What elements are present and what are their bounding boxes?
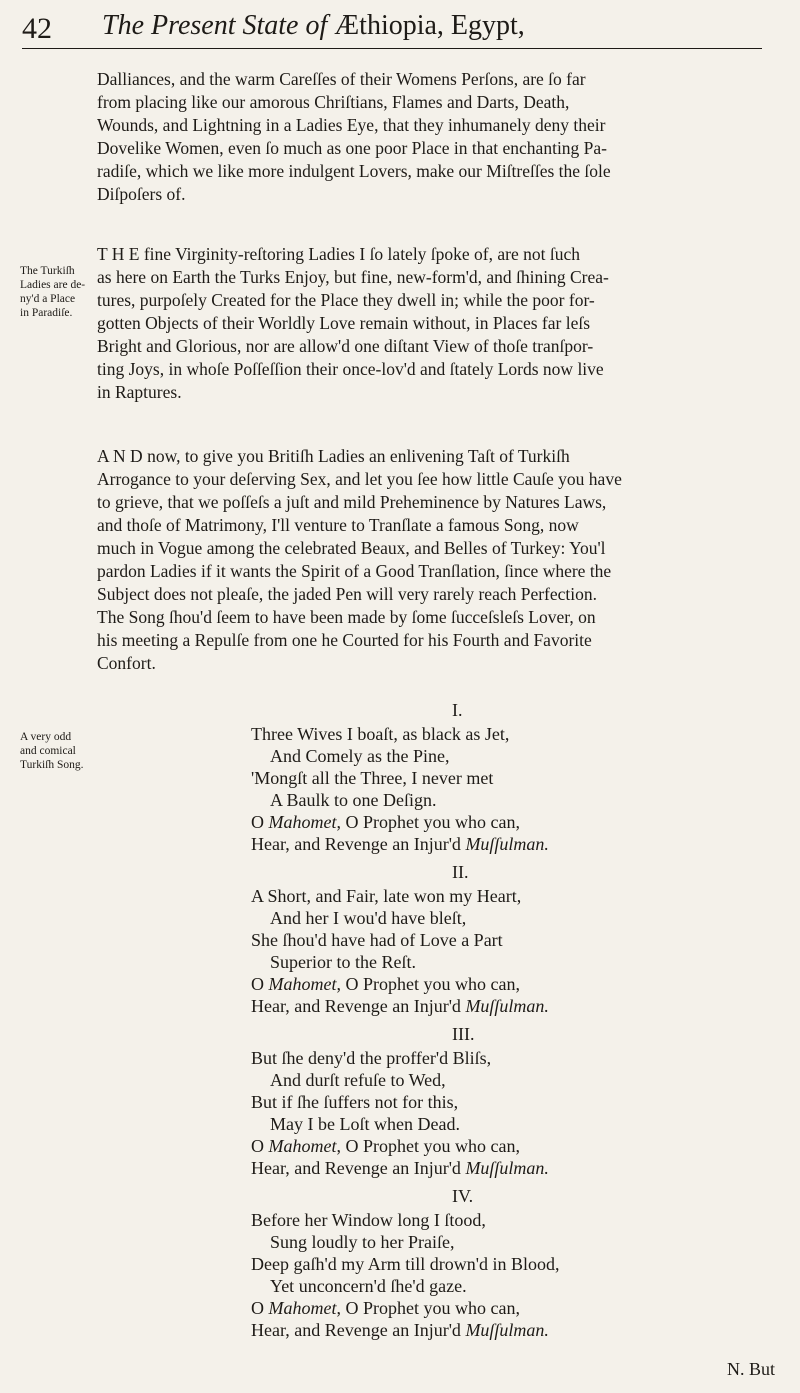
paragraph-line: radiſe, which we like more indulgent Lovers, make our Miſtreſſes the ſole <box>97 161 611 181</box>
verse-line: But if ſhe ſuffers not for this, <box>251 1092 459 1112</box>
margin-note-line: in Paradiſe. <box>20 307 73 319</box>
verse-line: And Comely as the Pine, <box>270 746 450 766</box>
paragraph-line: Dalliances, and the warm Careſſes of their Womens Perſons, are ſo far <box>97 69 586 89</box>
running-head-part2: Æthiopia, Egypt, <box>334 10 525 41</box>
stanza-number: III. <box>452 1024 475 1044</box>
margin-note-line: Turkiſh Song. <box>20 759 84 771</box>
paragraph-line: Wounds, and Lightning in a Ladies Eye, that they inhumanely deny their <box>97 115 606 135</box>
page-header <box>22 4 762 50</box>
paragraph-line: much in Vogue among the celebrated Beaux, and Belles of Turkey: You'l <box>97 538 606 558</box>
margin-note-line: ny'd a Place <box>20 293 76 305</box>
verse-line: 'Mongſt all the Three, I never met <box>251 768 494 788</box>
margin-note-paradise <box>20 264 94 320</box>
paragraph-line: Confort. <box>97 653 156 673</box>
paragraph-line: to grieve, that we poſſeſs a juſt and mild Preheminence by Natures Laws, <box>97 492 607 512</box>
paragraph-line: The Song ſhou'd ſeem to have been made by ſome ſucceſsleſs Lover, on <box>97 607 596 627</box>
verse-line: Hear, and Revenge an Injur'd Muſſulman. <box>251 834 549 854</box>
verse-line: O Mahomet, O Prophet you who can, <box>251 812 520 832</box>
margin-note-line: A very odd <box>20 731 72 743</box>
paragraph-line: from placing like our amorous Chriſtians, Flames and Darts, Death, <box>97 92 570 112</box>
paragraph-line: Arrogance to your deſerving Sex, and let you ſee how little Cauſe you have <box>97 469 622 489</box>
verse-line: But ſhe deny'd the proffer'd Bliſs, <box>251 1048 492 1068</box>
paragraph-line: and thoſe of Matrimony, I'll venture to Tranſlate a famous Song, now <box>97 515 579 535</box>
paragraph-line: A N D now, to give you Britiſh Ladies an enlivening Taſt of Turkiſh <box>97 446 570 466</box>
margin-note-song <box>20 730 94 772</box>
paragraph-line: gotten Objects of their Worldly Love remain without, in Places far leſs <box>97 313 591 333</box>
paragraph-3 <box>97 445 767 675</box>
paragraph-line: as here on Earth the Turks Enjoy, but fine, new-form'd, and ſhining Crea- <box>97 267 609 287</box>
paragraph-line: tures, purpoſely Created for the Place they dwell in; while the poor for- <box>97 290 595 310</box>
paragraph-line: in Raptures. <box>97 382 182 402</box>
paragraph-line: Diſpoſers of. <box>97 184 186 204</box>
paragraph-line: pardon Ladies if it wants the Spirit of a Good Tranſlation, ſince where the <box>97 561 612 581</box>
verse-line: A Short, and Fair, late won my Heart, <box>251 886 522 906</box>
verse-line: A Baulk to one Deſign. <box>270 790 437 810</box>
stanza-number: I. <box>452 700 463 720</box>
verse-line: Three Wives I boaſt, as black as Jet, <box>251 724 510 744</box>
paragraph-line: ting Joys, in whoſe Poſſeſſion their once-lov'd and ſtately Lords now live <box>97 359 604 379</box>
page-number: 42 <box>22 12 52 45</box>
verse-line: And her I wou'd have bleſt, <box>270 908 467 928</box>
catchword: N. But <box>727 1359 776 1379</box>
paragraph-line: T H E fine Virginity-reſtoring Ladies I ſo lately ſpoke of, are not ſuch <box>97 244 580 264</box>
stanza-number: IV. <box>452 1186 474 1206</box>
verse-line: Superior to the Reſt. <box>270 952 416 972</box>
verse-line: Hear, and Revenge an Injur'd Muſſulman. <box>251 996 549 1016</box>
running-head-part1: The Present State of <box>102 10 335 41</box>
verse-line: Deep gaſh'd my Arm till drown'd in Blood, <box>251 1254 560 1274</box>
verse-line: Before her Window long I ſtood, <box>251 1210 486 1230</box>
stanza-number: II. <box>452 862 469 882</box>
margin-note-line: and comical <box>20 745 76 757</box>
paragraph-1 <box>97 68 767 206</box>
paragraph-line: Subject does not pleaſe, the jaded Pen will very rarely reach Perfection. <box>97 584 598 604</box>
verse-line: Sung loudly to her Praiſe, <box>270 1232 455 1252</box>
paragraph-line: Bright and Glorious, nor are allow'd one diſtant View of thoſe tranſpor- <box>97 336 594 356</box>
verse-line: O Mahomet, O Prophet you who can, <box>251 1298 520 1318</box>
verse-line: She ſhou'd have had of Love a Part <box>251 930 503 950</box>
verse-line: O Mahomet, O Prophet you who can, <box>251 974 520 994</box>
verse-line: Hear, and Revenge an Injur'd Muſſulman. <box>251 1320 549 1340</box>
verse-line: O Mahomet, O Prophet you who can, <box>251 1136 520 1156</box>
verse-line: Yet unconcern'd ſhe'd gaze. <box>270 1276 467 1296</box>
paragraph-line: his meeting a Repulſe from one he Courted for his Fourth and Favorite <box>97 630 592 650</box>
paragraph-2 <box>97 243 767 404</box>
verse-line: Hear, and Revenge an Injur'd Muſſulman. <box>251 1158 549 1178</box>
margin-note-line: Ladies are de- <box>20 279 86 291</box>
running-head <box>102 10 525 42</box>
header-rule <box>22 48 762 49</box>
paragraph-line: Dovelike Women, even ſo much as one poor Place in that enchanting Pa- <box>97 138 608 158</box>
verse-line: And durſt refuſe to Wed, <box>270 1070 446 1090</box>
margin-note-line: The Turkiſh <box>20 265 75 277</box>
verse-line: May I be Loſt when Dead. <box>270 1114 460 1134</box>
